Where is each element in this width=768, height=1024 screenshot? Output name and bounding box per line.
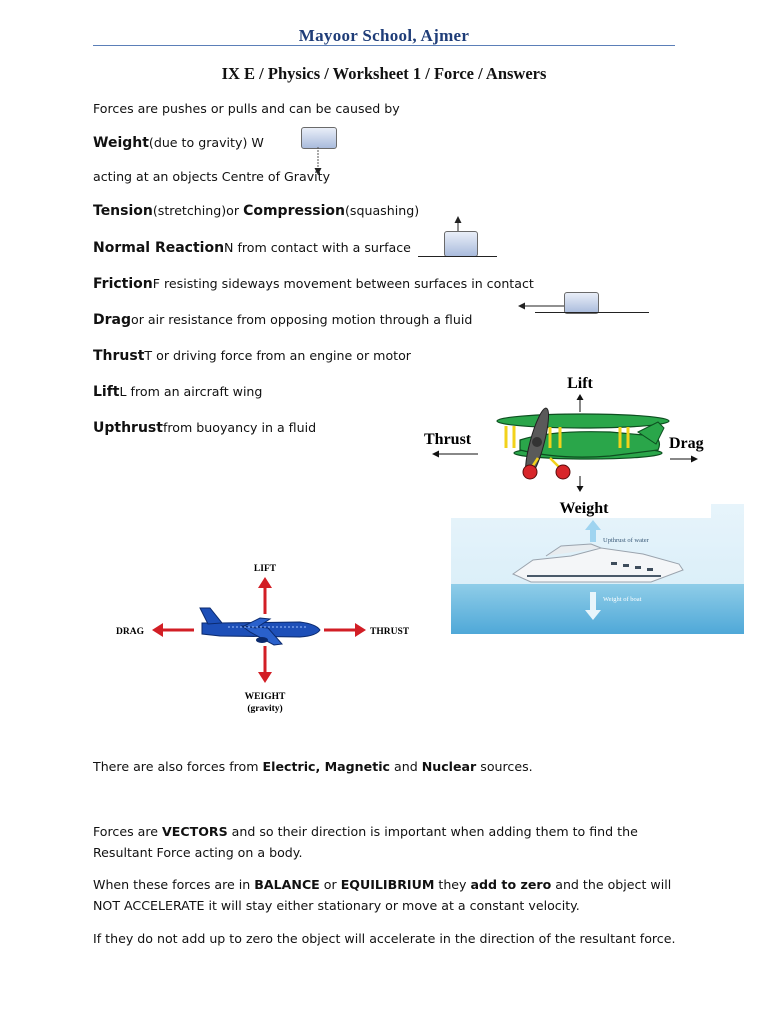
boat-diagram <box>451 504 744 634</box>
jet-thrust-arrow-icon <box>355 623 366 637</box>
jet-weight-arrow-icon <box>258 672 272 683</box>
vectors-text-2: and so their direction is important when adding them to find the Resultant Force acting on a body. <box>93 824 638 860</box>
weight-term: Weight <box>93 135 149 151</box>
compression-term: Compression <box>243 203 346 219</box>
balance-text-2: or <box>319 877 341 892</box>
jet-thrust-label: THRUST <box>370 627 410 637</box>
weight-boat-label: Weight of boat <box>603 596 642 603</box>
sources-bold-1: Electric, Magnetic <box>262 759 390 774</box>
normal-term: Normal Reaction <box>93 240 225 256</box>
weight-down-arrow-icon <box>577 486 584 492</box>
weight-line <box>93 135 264 151</box>
vectors-paragraph <box>93 821 693 863</box>
friction-term: Friction <box>93 276 153 292</box>
normal-block <box>444 231 478 257</box>
intro-text: Forces are pushes or pulls and can be caused by <box>93 101 400 116</box>
friction-block <box>564 292 599 314</box>
upthrust-desc: from buoyancy in a fluid <box>162 420 317 435</box>
friction-surface <box>535 312 649 313</box>
biplane-drag-label: Drag <box>669 435 704 452</box>
acceleration-paragraph: If they do not add up to zero the object will accelerate in the direction of the resultant force. <box>93 931 676 946</box>
upthrust-term: Upthrust <box>93 420 163 436</box>
balance-text-3: they <box>434 877 471 892</box>
header-rule <box>93 45 675 46</box>
thrust-arrow-icon <box>432 451 439 458</box>
biplane-thrust-label: Thrust <box>424 431 472 448</box>
weight-block <box>301 127 337 149</box>
thrust-desc: T or driving force from an engine or motor <box>144 348 411 363</box>
weight-cog-text: acting at an objects Centre of Gravity <box>93 169 331 184</box>
lift-desc: L from an aircraft wing <box>119 384 263 399</box>
jet-gravity-label: (gravity) <box>247 704 283 714</box>
balance-bold-3: add to zero <box>470 877 552 892</box>
sources-bold-2: Nuclear <box>421 759 477 774</box>
jet-drag-arrow-icon <box>152 623 163 637</box>
thrust-term: Thrust <box>93 348 145 364</box>
tension-desc: (stretching)or <box>152 203 244 218</box>
lift-arrow-icon <box>577 394 584 400</box>
jet-weight-label: WEIGHT <box>244 692 286 702</box>
compression-desc: (squashing) <box>345 203 420 218</box>
drag-term: Drag <box>93 312 131 328</box>
friction-desc: F resisting sideways movement between surfaces in contact <box>152 276 534 291</box>
sources-text-3: sources. <box>476 759 533 774</box>
jet-lift-label: LIFT <box>253 564 277 574</box>
jet-diagram <box>110 556 420 718</box>
balance-bold-1: BALANCE <box>254 877 320 892</box>
biplane-lift-label: Lift <box>567 375 593 392</box>
sources-paragraph <box>93 756 693 777</box>
sources-text-2: and <box>390 759 422 774</box>
tension-line <box>93 203 419 219</box>
weight-desc: (due to gravity) W <box>148 135 264 150</box>
normal-desc: N from contact with a surface <box>224 240 411 255</box>
normal-surface <box>418 256 497 257</box>
sources-text-1: There are also forces from <box>93 759 263 774</box>
drag-desc: or air resistance from opposing motion through a fluid <box>131 312 473 327</box>
biplane-icon <box>497 406 669 479</box>
biplane-weight-label: Weight <box>559 500 609 517</box>
biplane-diagram <box>420 370 720 520</box>
friction-line <box>93 276 534 292</box>
jet-lift-arrow-icon <box>258 577 272 588</box>
worksheet-title: IX E / Physics / Worksheet 1 / Force / Answers <box>221 64 547 83</box>
upthrust-water-label: Upthrust of water <box>603 537 649 544</box>
tension-term: Tension <box>93 203 153 219</box>
vectors-bold: VECTORS <box>162 824 228 839</box>
normal-line <box>93 240 411 256</box>
drag-arrow-icon <box>691 456 698 463</box>
lift-line <box>93 384 262 400</box>
balance-bold-2: EQUILIBRIUM <box>340 877 435 892</box>
lift-term: Lift <box>93 384 120 400</box>
school-name: Mayoor School, Ajmer <box>298 26 470 45</box>
balance-text-4: and the object will NOT ACCELERATE it will stay either stationary or move at a constant velocity. <box>93 877 672 913</box>
jet-airliner-icon <box>200 608 320 645</box>
balance-text-1: When these forces are in <box>93 877 255 892</box>
balance-paragraph <box>93 874 693 916</box>
drag-line <box>93 312 472 328</box>
jet-drag-label: DRAG <box>116 627 144 637</box>
friction-arrow-icon <box>516 300 564 312</box>
vectors-text-1: Forces are <box>93 824 163 839</box>
thrust-line <box>93 348 411 364</box>
upthrust-line <box>93 420 316 436</box>
